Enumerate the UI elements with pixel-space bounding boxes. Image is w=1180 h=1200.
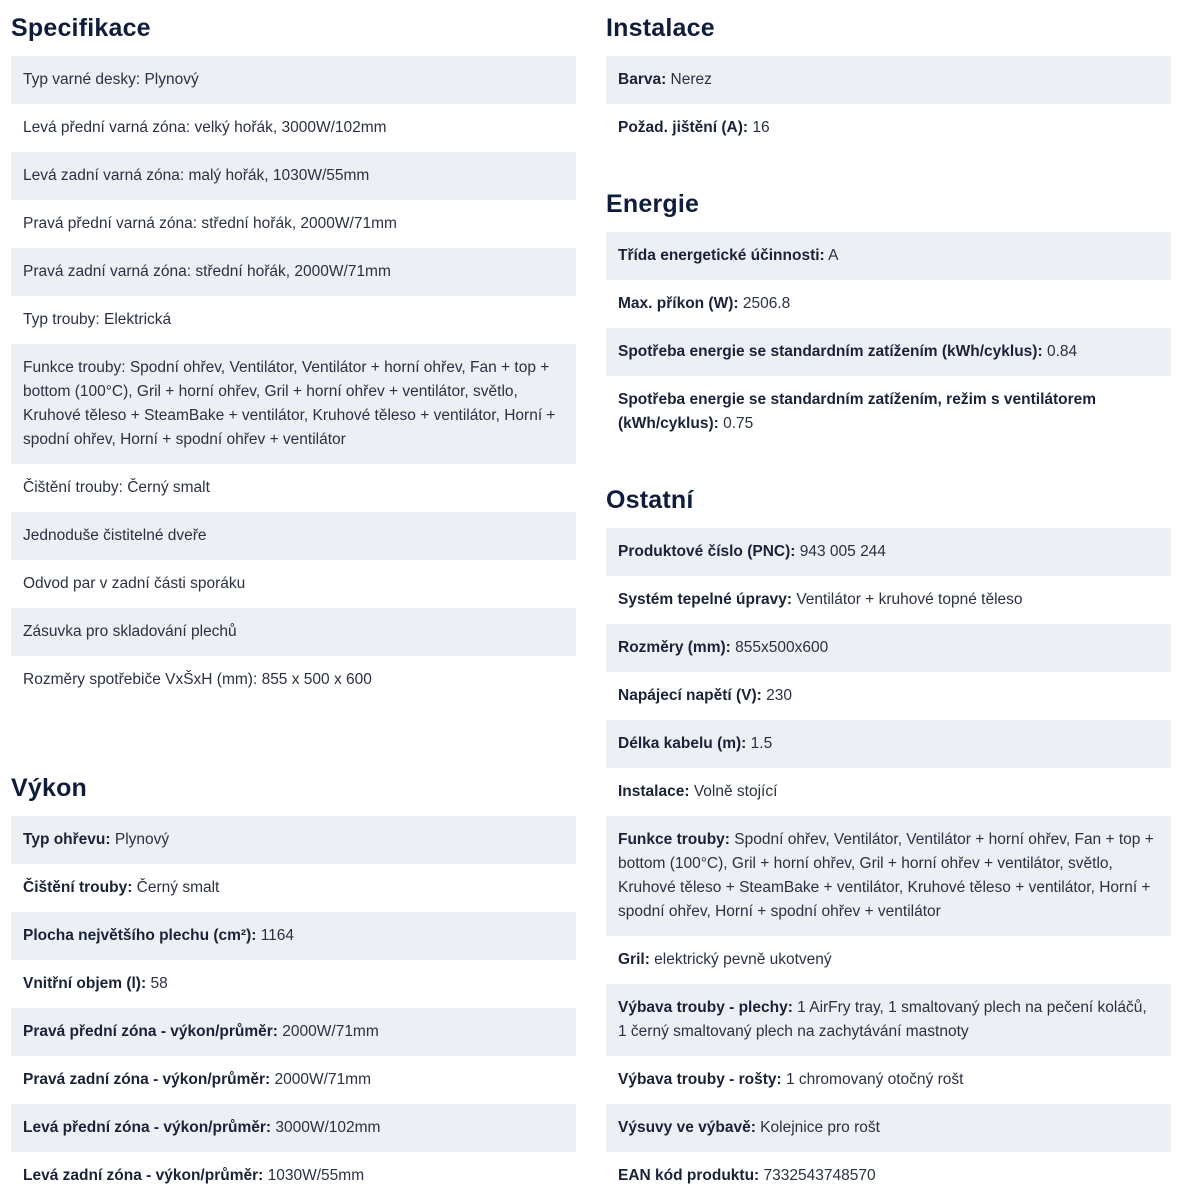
section-energie: [606, 176, 1171, 448]
spec-row: [11, 104, 576, 152]
spec-text: Levá zadní varná zóna: malý hořák, 1030W/55mm: [23, 167, 370, 184]
spec-key: Spotřeba energie se standardním zatížením (kWh/cyklus):: [618, 343, 1043, 360]
spec-key: Levá přední zóna - výkon/průměr:: [23, 1119, 272, 1136]
spec-value: 1164: [256, 927, 295, 944]
spec-row: [11, 608, 576, 656]
section-vykon: [11, 760, 576, 1200]
spec-row: [11, 1008, 576, 1056]
spec-key: Délka kabelu (m):: [618, 735, 747, 752]
spec-key: Vnitřní objem (l):: [23, 975, 147, 992]
spec-value: elektrický pevně ukotvený: [649, 951, 832, 968]
spec-value: 1 chromovaný otočný rošt: [781, 1071, 964, 1088]
spec-value: 1030W/55mm: [263, 1167, 365, 1184]
spec-text: Typ trouby: Elektrická: [23, 311, 172, 328]
right-column: [606, 0, 1171, 1200]
spec-key: Čištění trouby:: [23, 879, 133, 896]
spec-value: Plynový: [110, 831, 170, 848]
spec-value: 230: [761, 687, 793, 704]
spec-row: [11, 912, 576, 960]
spec-row: [11, 656, 576, 704]
spec-row: [606, 768, 1171, 816]
spec-key: Pravá přední zóna - výkon/průměr:: [23, 1023, 278, 1040]
spec-key: Barva:: [618, 71, 667, 88]
ostatni-list: [606, 528, 1171, 1200]
section-title-vykon: Výkon: [11, 774, 88, 802]
spec-text: Pravá přední varná zóna: střední hořák, 2000W/71mm: [23, 215, 397, 232]
spec-text: Typ varné desky: Plynový: [23, 71, 199, 88]
spec-text: Rozměry spotřebiče VxŠxH (mm): 855 x 500 x 600: [23, 671, 372, 688]
spec-row: [11, 248, 576, 296]
spec-key: Napájecí napětí (V):: [618, 687, 762, 704]
section-title-instalace: Instalace: [606, 14, 715, 42]
spec-key: Instalace:: [618, 783, 690, 800]
spec-row: [606, 280, 1171, 328]
spec-row: [606, 232, 1171, 280]
left-column: [11, 0, 576, 1200]
spec-value: A: [824, 247, 839, 264]
section-title-energie: Energie: [606, 190, 700, 218]
spec-row: [606, 624, 1171, 672]
spec-row: [11, 152, 576, 200]
spec-row: [11, 512, 576, 560]
spec-row: [11, 816, 576, 864]
spec-value: 2000W/71mm: [270, 1071, 372, 1088]
spec-value: 3000W/102mm: [271, 1119, 381, 1136]
spec-key: EAN kód produktu:: [618, 1167, 760, 1184]
spec-text: Funkce trouby: Spodní ohřev, Ventilátor, Ventilátor + horní ohřev, Fan + top + bottom (100°C), Gril + horní ohřev, Gril + horní ohřev + ventilátor, světlo, Kruhové těleso + SteamBake + ventilátor, Kruhové těleso + ventilátor, Horní + spodní ohřev, Horní + spodní ohřev + ventilátor: [23, 359, 556, 448]
spec-value: Nerez: [666, 71, 712, 88]
spec-value: 7332543748570: [759, 1167, 876, 1184]
instalace-list: [606, 56, 1171, 152]
spec-value: 1.5: [746, 735, 773, 752]
spec-row: [11, 344, 576, 464]
spec-key: Výbava trouby - plechy:: [618, 999, 793, 1016]
spec-text: Odvod par v zadní části sporáku: [23, 575, 246, 592]
spec-row: [606, 720, 1171, 768]
spec-row: [11, 200, 576, 248]
vykon-list: [11, 816, 576, 1200]
section-spacer: [606, 152, 1171, 176]
spec-text: Čištění trouby: Černý smalt: [23, 479, 210, 496]
spec-key: Plocha největšího plechu (cm²):: [23, 927, 257, 944]
spec-text: Zásuvka pro skladování plechů: [23, 623, 237, 640]
section-title-specifikace: Specifikace: [11, 14, 151, 42]
section-ostatni: [606, 472, 1171, 1200]
spec-value: Spodní ohřev, Ventilátor, Ventilátor + horní ohřev, Fan + top + bottom (100°C), Gril + horní ohřev, Gril + horní ohřev + ventilátor, světlo, Kruhové těleso + SteamBake + ventilátor, Kruhové těleso + ventilátor, Horní + spodní ohřev, Horní + spodní ohřev + ventilátor: [618, 831, 1154, 920]
spec-key: Max. příkon (W):: [618, 295, 739, 312]
spec-value: 1 AirFry tray, 1 smaltovaný plech na pečení koláčů, 1 černý smaltovaný plech na zachytávání mastnoty: [618, 999, 1147, 1040]
spec-key: Spotřeba energie se standardním zatížením, režim s ventilátorem (kWh/cyklus):: [618, 391, 1097, 432]
spec-row: [11, 1104, 576, 1152]
spec-row: [11, 560, 576, 608]
energie-list: [606, 232, 1171, 448]
spec-key: Výbava trouby - rošty:: [618, 1071, 782, 1088]
section-specifikace: [11, 0, 576, 704]
spec-row: [606, 1056, 1171, 1104]
spec-list: [11, 56, 576, 704]
spec-value: 58: [146, 975, 168, 992]
spec-value: Volně stojící: [689, 783, 778, 800]
spec-key: Produktové číslo (PNC):: [618, 543, 796, 560]
spec-row: [606, 56, 1171, 104]
spec-value: Kolejnice pro rošt: [755, 1119, 880, 1136]
spec-row: [606, 528, 1171, 576]
spec-row: [606, 576, 1171, 624]
spec-key: Typ ohřevu:: [23, 831, 111, 848]
spec-row: [606, 328, 1171, 376]
spec-row: [606, 984, 1171, 1056]
spec-key: Rozměry (mm):: [618, 639, 731, 656]
spec-value: 943 005 244: [795, 543, 886, 560]
spec-value: 2000W/71mm: [277, 1023, 379, 1040]
spec-value: 855x500x600: [730, 639, 829, 656]
spec-row: [606, 672, 1171, 720]
spec-row: [606, 1104, 1171, 1152]
spec-value: Černý smalt: [132, 879, 220, 896]
spec-key: Gril:: [618, 951, 650, 968]
spec-key: Výsuvy ve výbavě:: [618, 1119, 756, 1136]
spec-row: [11, 296, 576, 344]
spec-key: Funkce trouby:: [618, 831, 730, 848]
spec-key: Pravá zadní zóna - výkon/průměr:: [23, 1071, 271, 1088]
spec-row: [606, 376, 1171, 448]
spec-key: Požad. jištění (A):: [618, 119, 749, 136]
spec-value: 16: [748, 119, 770, 136]
spec-key: Systém tepelné úpravy:: [618, 591, 793, 608]
spec-row: [606, 936, 1171, 984]
section-spacer: [11, 704, 576, 760]
section-instalace: [606, 0, 1171, 152]
spec-value: 2506.8: [738, 295, 791, 312]
spec-text: Levá přední varná zóna: velký hořák, 3000W/102mm: [23, 119, 387, 136]
spec-row: [11, 960, 576, 1008]
spec-text: Pravá zadní varná zóna: střední hořák, 2000W/71mm: [23, 263, 391, 280]
spec-row: [606, 816, 1171, 936]
spec-row: [11, 464, 576, 512]
spec-row: [11, 1152, 576, 1200]
section-title-ostatni: Ostatní: [606, 486, 694, 514]
spec-key: Levá zadní zóna - výkon/průměr:: [23, 1167, 264, 1184]
spec-row: [606, 1152, 1171, 1200]
section-spacer: [606, 448, 1171, 472]
spec-text: Jednoduše čistitelné dveře: [23, 527, 207, 544]
spec-key: Třída energetické účinnosti:: [618, 247, 825, 264]
spec-row: [11, 1056, 576, 1104]
spec-value: Ventilátor + kruhové topné těleso: [792, 591, 1023, 608]
spec-row: [606, 104, 1171, 152]
spec-row: [11, 864, 576, 912]
spec-value: 0.84: [1042, 343, 1078, 360]
spec-value: 0.75: [718, 415, 754, 432]
spec-row: [11, 56, 576, 104]
